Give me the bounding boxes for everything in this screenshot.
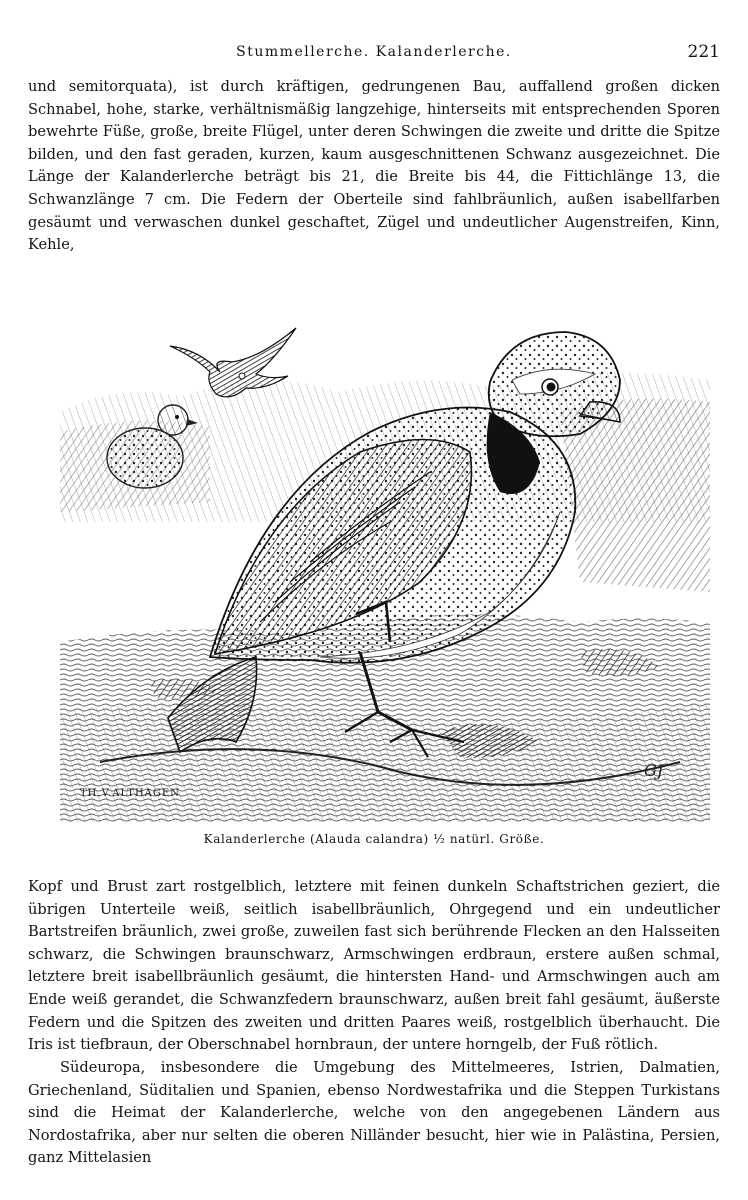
body-paragraph-3: Südeuropa, insbesondere die Umgebung des Mittelmeeres, Istrien, Dalmatien, Griechenland, Süditalien und Spanien, ebenso Nordwestafrika und die Steppen Turkistans sind die Heimat der Kalanderlerche, welche von den angegebenen Ländern aus Nordostafrika, aber nur selten die oberen Nilländer besucht, hier wie in Palästina, Persien, ganz Mittelasien bbox=[28, 1059, 720, 1167]
page-number: 221 bbox=[687, 42, 720, 62]
artist-monogram: GJ bbox=[644, 761, 664, 780]
figure-caption: Kalanderlerche (Alauda calandra) ½ natürl. Größe. bbox=[203, 832, 545, 846]
body-paragraph-1: und semitorquata), ist durch kräftigen, gedrungenen Bau, auffallend großen dicken Schnabel, hohe, starke, verhältnismäßig langzehige, hinterseits mit entsprechenden Sporen bewehrte Füße, große, breite Flügel, unter deren Schwingen die zweite und dritte die Spitze bilden, und den fast geraden, kurzen, kaum ausgeschnittenen Schwanz ausgezeichnet. Die Länge der Kalanderlerche beträgt bis 21, die Breite bis 44, die Fittichlänge 13, die Schwanzlänge 7 cm. Die Federn der Oberteile sind fahlbräunlich, außen isabellfarben gesäumt und verwaschen dunkel geschaftet, Zügel und undeutlicher Augenstreifen, Kinn, Kehle, bbox=[28, 78, 720, 254]
engraving-calandra-lark bbox=[60, 262, 710, 822]
body-paragraph-2: Kopf und Brust zart rostgelblich, letztere mit feinen dunkeln Schaftstrichen geziert, die übrigen Unterteile weiß, seitlich isabellbräunlich, Ohrgegend und ein undeutlicher Bartstreifen bräunlich, zwei große, zuweilen fast sich berührende Flecken an den Halsseiten schwarz, die Schwingen braunschwarz, Armschwingen erdbraun, erstere außen schmal, letztere breit isabellbräunlich gesäumt, die hintersten Hand- und Armschwingen auch am Ende weiß gerandet, die Schwanzfedern braunschwarz, außen breit fahl gesäumt, äußerste Federn und die Spitzen des zweiten und dritten Paares weiß, rostgelblich überhaucht. Die Iris ist tiefbraun, der Oberschnabel hornbraun, der untere horngelb, der Fuß rötlich. bbox=[28, 878, 720, 1054]
engraver-signature: TH.V.ALTHAGEN bbox=[80, 788, 180, 799]
running-head bbox=[28, 42, 720, 66]
running-title: Stummellerche. Kalanderlerche. bbox=[236, 44, 512, 60]
